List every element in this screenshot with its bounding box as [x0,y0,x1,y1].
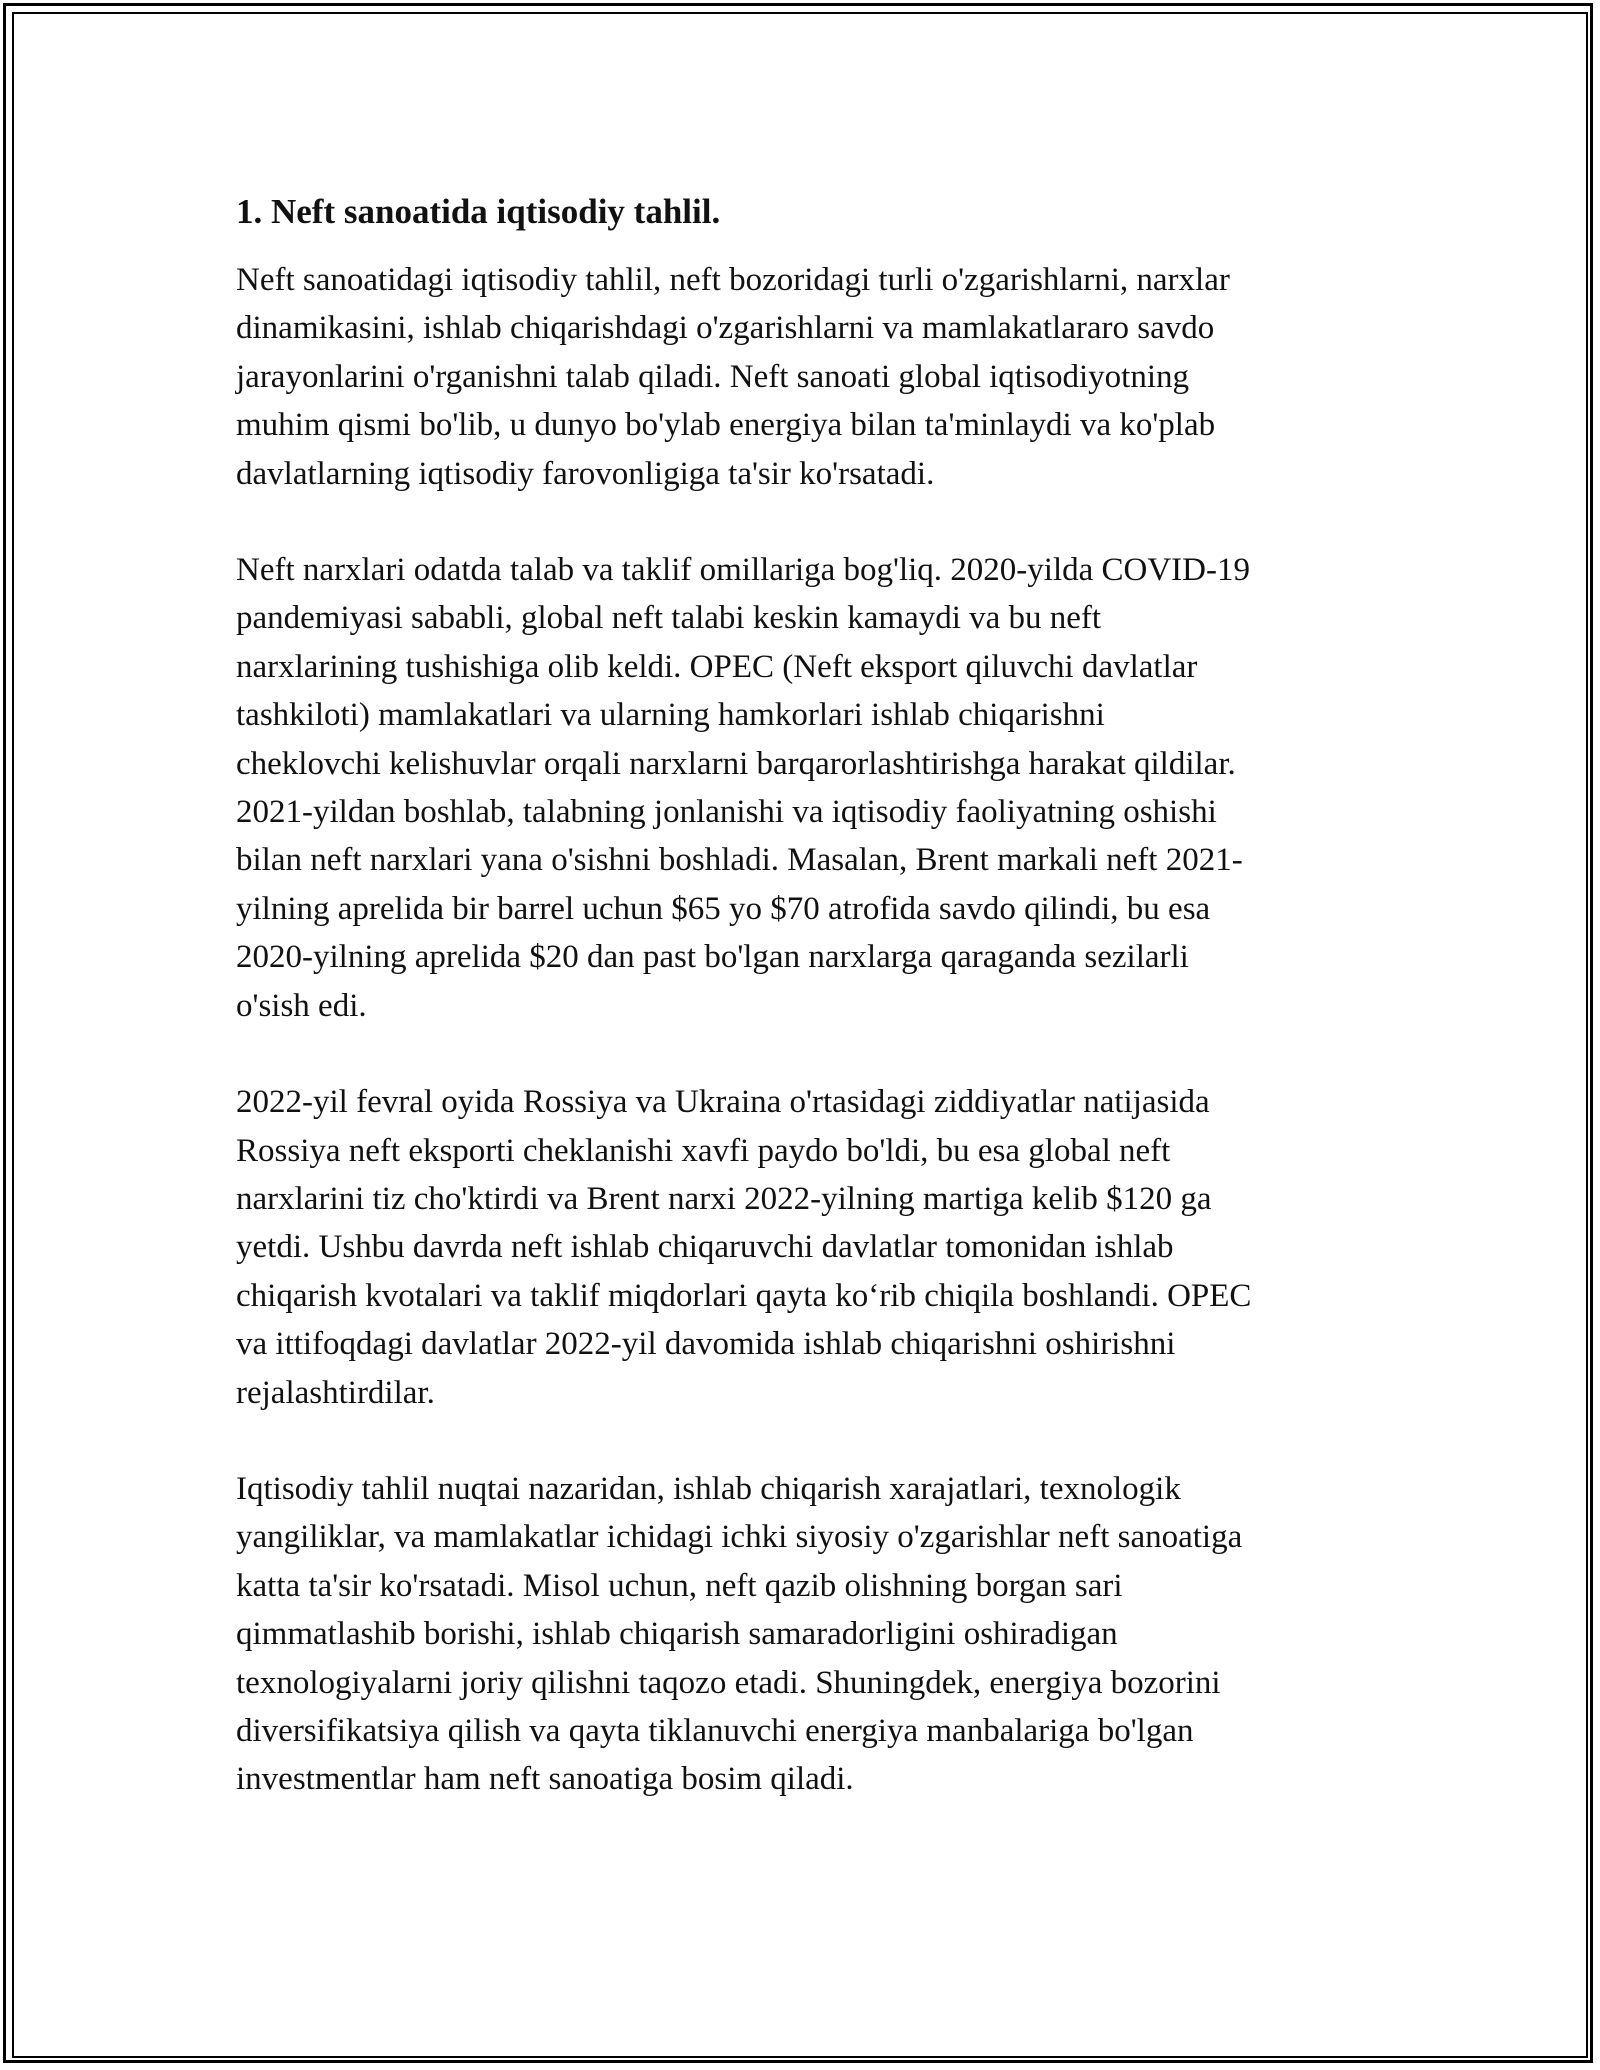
text-line: muhim qismi bo'lib, u dunyo bo'ylab energiya bilan ta'minlaydi va ko'plab [236,407,1216,444]
text-line: chiqarish kvotalari va taklif miqdorlari qayta ko‘rib chiqila boshlandi. OPEC [236,1277,1252,1314]
paragraph-2 [236,546,1376,1030]
text-line: 2021-yildan boshlab, talabning jonlanishi va iqtisodiy faoliyatning oshishi [236,794,1217,831]
text-line: dinamikasini, ishlab chiqarishdagi o'zgarishlarni va mamlakatlararo savdo [236,310,1215,347]
paragraph-4 [236,1465,1376,1804]
text-line: texnologiyalarni joriy qilishni taqozo etadi. Shuningdek, energiya bozorini [236,1664,1221,1701]
text-line: 2020-yilning aprelida $20 dan past bo'lgan narxlarga qaraganda sezilarli [236,939,1189,976]
text-line: yangiliklar, va mamlakatlar ichidagi ichki siyosiy o'zgarishlar neft sanoatiga [236,1519,1243,1556]
text-line: Rossiya neft eksporti cheklanishi xavfi paydo bo'ldi, bu esa global neft [236,1132,1171,1169]
text-line: davlatlarning iqtisodiy farovonligiga ta'sir ko'rsatadi. [236,455,935,492]
section-heading: 1. Neft sanoatida iqtisodiy tahlil. [236,192,721,231]
text-line: diversifikatsiya qilish va qayta tiklanuvchi energiya manbalariga bo'lgan [236,1712,1194,1749]
paragraph-3 [236,1078,1376,1417]
text-line: katta ta'sir ko'rsatadi. Misol uchun, neft qazib olishning borgan sari [236,1567,1123,1604]
text-line: narxlarini tiz cho'ktirdi va Brent narxi 2022-yilning martiga kelib $120 ga [236,1180,1212,1217]
text-line: narxlarining tushishiga olib keldi. OPEC (Neft eksport qiluvchi davlatlar [236,648,1198,685]
text-line: 2022-yil fevral oyida Rossiya va Ukraina o'rtasidagi ziddiyatlar natijasida [236,1084,1210,1121]
text-line: cheklovchi kelishuvlar orqali narxlarni barqarorlashtirishga harakat qildilar. [236,745,1236,782]
text-line: pandemiyasi sababli, global neft talabi keskin kamaydi va bu neft [236,600,1102,637]
text-line: qimmatlashib borishi, ishlab chiqarish samaradorligini oshiradigan [236,1616,1118,1653]
text-line: va ittifoqdagi davlatlar 2022-yil davomida ishlab chiqarishni oshirishni [236,1326,1176,1363]
text-line: o'sish edi. [236,987,367,1024]
text-line: jarayonlarini o'rganishni talab qiladi. Neft sanoati global iqtisodiyotning [236,358,1189,395]
text-line: Neft narxlari odatda talab va taklif omillariga bog'liq. 2020-yilda COVID-19 [236,552,1250,589]
text-line: tashkiloti) mamlakatlari va ularning hamkorlari ishlab chiqarishni [236,697,1105,734]
document-body [236,188,1376,1852]
paragraph-1 [236,256,1376,498]
text-line: Neft sanoatidagi iqtisodiy tahlil, neft bozoridagi turli o'zgarishlarni, narxlar [236,262,1230,298]
text-line: rejalashtirdilar. [236,1374,435,1411]
text-line: investmentlar ham neft sanoatiga bosim qiladi. [236,1761,854,1798]
text-line: yilning aprelida bir barrel uchun $65 yo $70 atrofida savdo qilindi, bu esa [236,890,1211,927]
text-line: Iqtisodiy tahlil nuqtai nazaridan, ishlab chiqarish xarajatlari, texnologik [236,1470,1181,1507]
text-line: bilan neft narxlari yana o'sishni boshladi. Masalan, Brent markali neft 2021- [236,842,1243,879]
text-line: yetdi. Ushbu davrda neft ishlab chiqaruvchi davlatlar tomonidan ishlab [236,1229,1174,1266]
